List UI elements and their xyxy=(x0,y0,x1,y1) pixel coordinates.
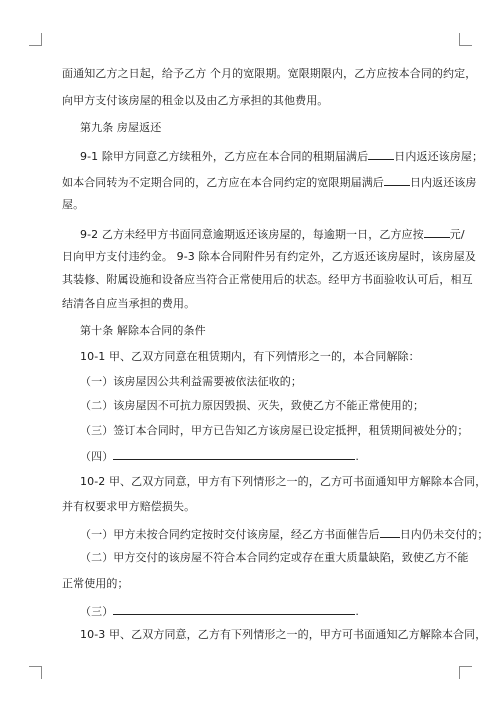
list-item: （二）该房屋因不可抗力原因毁损、灭失，致使乙方不能正常使用的； xyxy=(80,399,425,412)
paragraph-line: 10-2 甲、乙双方同意，甲方有下列情形之一的，乙方可书面通知甲方解除本合同， xyxy=(80,475,487,488)
text-segment: （四） xyxy=(80,450,114,463)
blank-underline xyxy=(384,174,410,186)
text-segment: （三） xyxy=(80,605,114,618)
crop-mark-bottom-left xyxy=(29,666,42,679)
text-segment: 9-2 乙方未经甲方书面同意逾期返还该房屋的，每逾期一日，乙方应按 xyxy=(80,228,424,241)
blank-underline xyxy=(368,148,394,160)
blank-underline xyxy=(113,603,355,615)
list-item xyxy=(80,448,359,464)
paragraph-line: 并有权要求甲方赔偿损失。 xyxy=(62,500,196,513)
text-segment: 9-1 除甲方同意乙方续租外，乙方应在本合同的租期届满后 xyxy=(80,150,369,163)
text-segment: 日内仍未交付的； xyxy=(399,528,489,541)
section-heading-article-10: 第十条 解除本合同的条件 xyxy=(80,324,206,337)
paragraph-line xyxy=(80,148,483,164)
blank-underline xyxy=(424,226,450,238)
paragraph-line xyxy=(62,174,477,190)
paragraph-line: 屋。 xyxy=(62,198,85,211)
text-segment: 日内返还该房屋； xyxy=(394,150,484,163)
paragraph-line: 其装修、附属设施和设备应当符合正常使用后的状态。经甲方书面验收认可后，相互 xyxy=(62,273,473,286)
text-segment: 日内返还该房 xyxy=(409,176,477,189)
text-segment: 如本合同转为不定期合同的，乙方应在本合同约定的宽限期届满后 xyxy=(62,176,384,189)
list-item xyxy=(80,526,489,542)
paragraph-line: 10-1 甲、乙双方同意在租赁期内，有下列情形之一的，本合同解除： xyxy=(80,350,420,363)
paragraph-line: 结清各自应当承担的费用。 xyxy=(62,297,196,310)
list-item: （二）甲方交付的该房屋不符合本合同约定或存在重大质量缺陷，致使乙方不能 xyxy=(80,551,469,564)
list-item xyxy=(80,603,359,619)
crop-mark-bottom-right xyxy=(459,666,472,679)
crop-mark-top-left xyxy=(29,33,42,46)
text-segment: . xyxy=(355,450,359,463)
text-segment: . xyxy=(355,605,359,618)
paragraph-line: 正常使用的； xyxy=(62,577,129,590)
paragraph-line: 面通知乙方之日起，给予乙方 个月的宽限期。宽限期限内，乙方应按本合同的约定， xyxy=(62,67,477,80)
paragraph-line: 10-3 甲、乙双方同意，乙方有下列情形之一的，甲方可书面通知乙方解除本合同， xyxy=(80,628,487,641)
blank-underline xyxy=(380,526,400,538)
paragraph-line: 向甲方支付该房屋的租金以及由乙方承担的其他费用。 xyxy=(62,94,329,107)
text-segment: 元/ xyxy=(449,228,465,241)
list-item: （一）该房屋因公共利益需要被依法征收的； xyxy=(80,375,302,388)
paragraph-line: 日向甲方支付违约金。 9-3 除本合同附件另有约定外，乙方返还该房屋时，该房屋及 xyxy=(62,250,476,263)
list-item: （三）签订本合同时，甲方已告知乙方该房屋已设定抵押，租赁期间被处分的； xyxy=(80,424,469,437)
blank-underline xyxy=(113,448,355,460)
paragraph-line xyxy=(80,226,465,242)
section-heading-article-9: 第九条 房屋返还 xyxy=(80,121,162,134)
text-segment: （一）甲方未按合同约定按时交付该房屋，经乙方书面催告后 xyxy=(80,528,380,541)
crop-mark-top-right xyxy=(459,33,472,46)
